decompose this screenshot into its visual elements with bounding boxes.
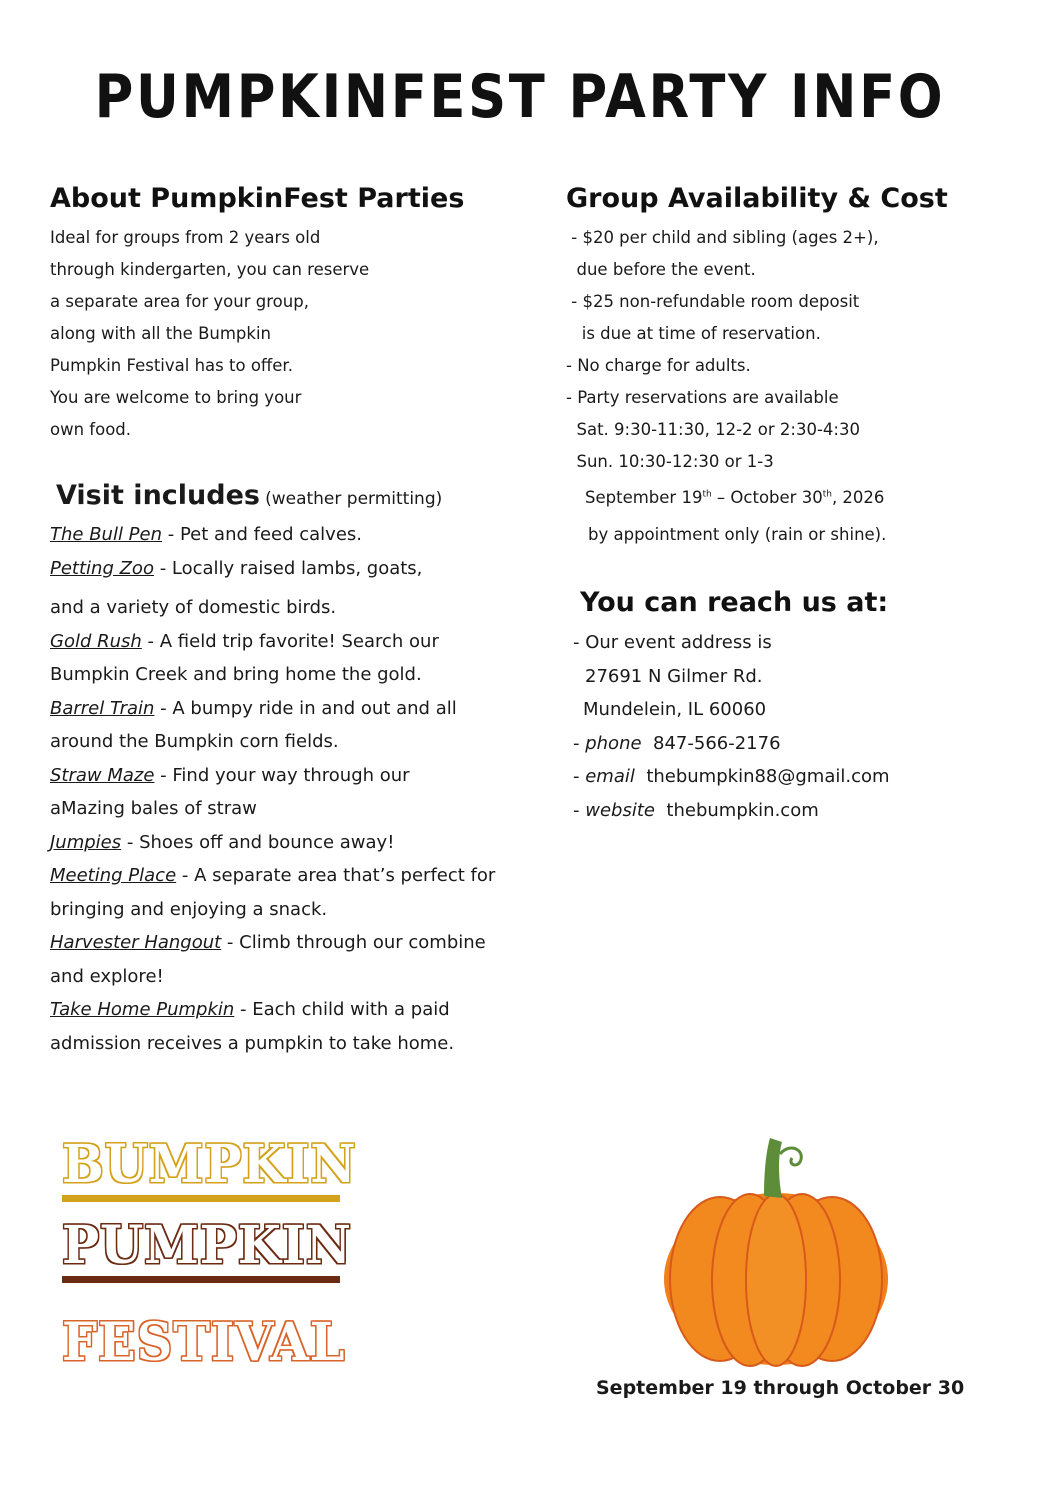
logo-word-festival: FESTIVAL [62, 1312, 346, 1373]
season-year: , 2026 [831, 488, 885, 507]
season-end-suffix: th [822, 489, 832, 500]
visit-heading-note: (weather permitting) [265, 489, 443, 509]
visit-item-text: - Locally raised lambs, goats, [153, 557, 423, 579]
footer-date: September 19 through October 30 [596, 1377, 965, 1399]
group-line: Sun. 10:30-12:30 or 1-3 [566, 452, 774, 471]
visit-item-text: aMazing bales of straw [50, 798, 257, 819]
visit-item [50, 725, 495, 759]
about-line: a separate area for your group, [50, 292, 309, 311]
visit-item-text: bringing and enjoying a snack. [50, 898, 328, 920]
website-label: website [585, 799, 655, 821]
visit-list [50, 518, 495, 1060]
visit-item-name: Jumpies [50, 831, 122, 853]
logo-word-pumpkin: PUMPKIN [62, 1215, 352, 1276]
visit-item [50, 625, 495, 659]
visit-item [50, 552, 495, 586]
season-end: – October 30 [711, 488, 823, 507]
visit-item [50, 893, 495, 927]
group-line: is due at time of reservation. [566, 324, 821, 343]
visit-item-text: - Pet and feed calves. [162, 524, 363, 545]
season-start: September 19 [585, 488, 703, 507]
about-line: through kindergarten, you can reserve [50, 260, 370, 279]
contact-list [573, 626, 890, 827]
about-line: own food. [50, 420, 132, 439]
about-line: Pumpkin Festival has to offer. [50, 356, 293, 375]
visit-heading [56, 480, 442, 511]
visit-item [50, 658, 495, 692]
about-text [50, 222, 369, 446]
visit-item-text: around the Bumpkin corn fields. [50, 731, 339, 752]
visit-item [50, 926, 495, 960]
visit-item [50, 518, 495, 552]
visit-item [50, 792, 495, 826]
website-link[interactable]: thebumpkin.com [666, 799, 819, 821]
appointment-note: by appointment only (rain or shine). [588, 525, 887, 544]
visit-item-text: - A bumpy ride in and out and all [154, 697, 457, 719]
visit-item-name: Straw Maze [50, 764, 155, 786]
address-intro: - Our event address is [573, 632, 772, 653]
visit-item-text: - A separate area that’s perfect for [176, 865, 496, 886]
season-start-suffix: th [702, 489, 712, 500]
visit-item-name: Petting Zoo [50, 557, 154, 579]
group-heading: Group Availability & Cost [566, 183, 948, 214]
visit-item [50, 826, 495, 860]
group-line: - $20 per child and sibling (ages 2+), [566, 228, 879, 247]
group-line: - No charge for adults. [566, 356, 751, 375]
visit-item-text: and a variety of domestic birds. [50, 597, 337, 618]
about-line: Ideal for groups from 2 years old [50, 228, 321, 247]
group-line: - Party reservations are available [566, 388, 839, 407]
season-dates [585, 488, 884, 507]
address-street: 27691 N Gilmer Rd. [585, 665, 763, 687]
email-link[interactable]: thebumpkin88@gmail.com [646, 766, 890, 787]
visit-item-text: - Find your way through our [154, 764, 410, 786]
visit-item-text: - Climb through our combine [221, 932, 486, 953]
group-line: due before the event. [566, 260, 756, 279]
phone-line: - phone 847-566-2176 [573, 732, 781, 754]
email-label: email [585, 766, 635, 787]
group-line: - $25 non-refundable room deposit [566, 292, 860, 311]
email-line: - email thebumpkin88@gmail.com [573, 766, 890, 787]
visit-item-text: and explore! [50, 965, 164, 987]
visit-item-name: Gold Rush [50, 630, 142, 652]
visit-item-name: Meeting Place [50, 865, 177, 886]
visit-item-text: Bumpkin Creek and bring home the gold. [50, 664, 422, 685]
visit-item [50, 692, 495, 726]
visit-heading-title: Visit includes [56, 480, 260, 511]
visit-item [50, 759, 495, 793]
visit-item [50, 1027, 495, 1061]
visit-item-text: admission receives a pumpkin to take home. [50, 1032, 455, 1054]
visit-item-name: Barrel Train [50, 697, 155, 719]
pumpkin-icon [660, 1132, 892, 1368]
contact-heading: You can reach us at: [580, 587, 889, 618]
visit-item [50, 960, 495, 994]
logo-bar-bumpkin [62, 1195, 340, 1202]
visit-item-text: - Each child with a paid [234, 999, 450, 1020]
about-line: along with all the Bumpkin [50, 324, 271, 343]
about-line: You are welcome to bring your [50, 388, 302, 407]
visit-item-name: Take Home Pumpkin [50, 999, 235, 1020]
about-heading: About PumpkinFest Parties [50, 183, 465, 214]
logo-word-bumpkin: BUMPKIN [62, 1134, 357, 1195]
visit-item [50, 859, 495, 893]
logo-bar-pumpkin [62, 1276, 340, 1283]
phone-label: phone [585, 732, 642, 754]
website-line: - website thebumpkin.com [573, 799, 819, 821]
visit-item-name: The Bull Pen [50, 524, 163, 545]
visit-item-text: - A field trip favorite! Search our [141, 630, 439, 652]
group-line: Sat. 9:30-11:30, 12-2 or 2:30-4:30 [566, 420, 860, 439]
phone-number[interactable]: 847-566-2176 [653, 732, 781, 754]
visit-item-text: - Shoes off and bounce away! [121, 831, 395, 853]
group-text [566, 222, 879, 478]
visit-item [50, 591, 495, 625]
visit-item-name: Harvester Hangout [50, 932, 222, 953]
page-title: PUMPKINFEST PARTY INFO [94, 62, 946, 132]
visit-item [50, 993, 495, 1027]
address-city: Mundelein, IL 60060 [583, 699, 767, 720]
festival-logo [62, 1134, 357, 1373]
